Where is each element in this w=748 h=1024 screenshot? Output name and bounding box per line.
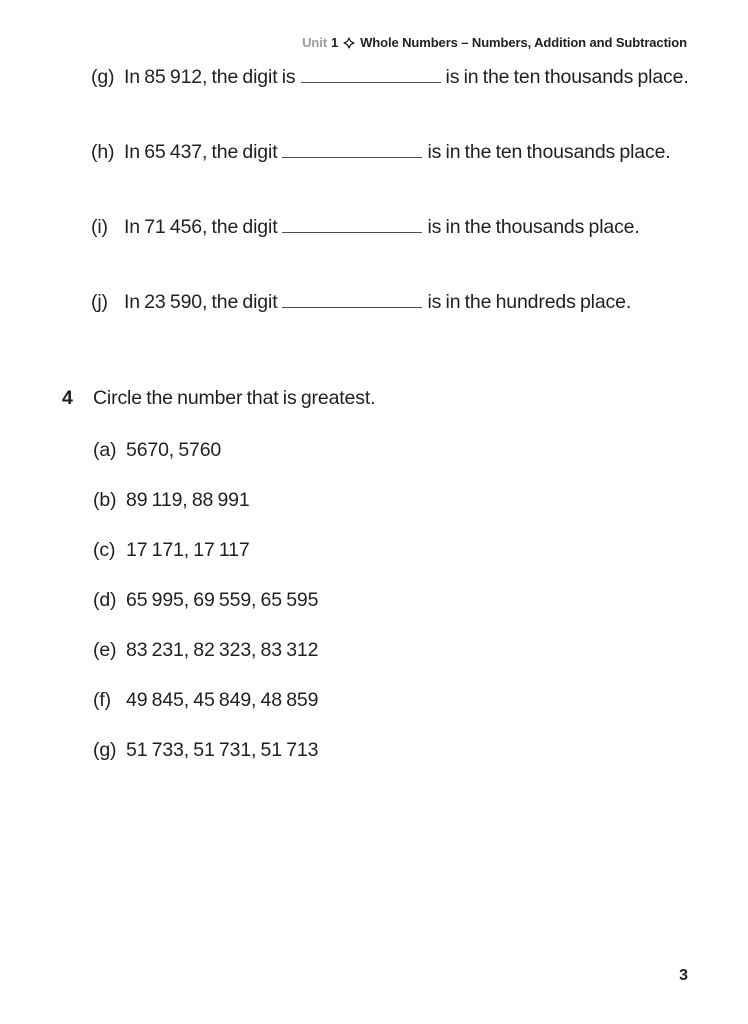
question-item-g [91,65,689,89]
option-item-b [93,488,250,512]
option-item-f [93,688,318,712]
item-label: (b) [93,489,117,511]
item-label: (j) [91,291,108,313]
item-label: (e) [93,639,117,661]
answer-blank [282,232,422,233]
item-label: (h) [91,141,115,163]
option-item-c [93,538,250,562]
item-label: (i) [91,216,108,238]
question-prompt: Circle the number that is greatest. [93,387,376,409]
text-after-blank: is in the ten thousands place. [427,141,671,163]
text-before-blank: In 85 912, the digit is [124,66,296,88]
item-label: (g) [93,739,117,761]
text-after-blank: is in the hundreds place. [427,291,632,313]
item-label: (g) [91,66,115,88]
question-item-i [91,215,640,239]
item-label: (d) [93,589,117,611]
item-label: (f) [93,689,111,711]
text-before-blank: In 23 590, the digit [124,291,278,313]
option-item-d [93,588,318,612]
unit-number: 1 [330,35,339,50]
item-numbers: 51 733, 51 731, 51 713 [126,739,319,761]
option-item-g [93,738,318,762]
option-item-e [93,638,318,662]
text-after-blank: is in the ten thousands place. [445,66,689,88]
item-numbers: 65 995, 69 559, 65 595 [126,589,319,611]
answer-blank [282,307,422,308]
page-number: 3 [679,967,688,984]
item-numbers: 17 171, 17 117 [126,539,250,561]
text-before-blank: In 65 437, the digit [124,141,278,163]
item-numbers: 49 845, 45 849, 48 859 [126,689,319,711]
four-pointed-star-icon [343,37,355,49]
item-numbers: 89 119, 88 991 [126,489,250,511]
question-item-j [91,290,631,314]
unit-label: Unit [302,35,327,50]
header-title: Whole Numbers – Numbers, Addition and Subtraction [360,35,687,50]
item-numbers: 83 231, 82 323, 83 312 [126,639,319,661]
option-item-a [93,438,221,462]
item-text [124,290,631,314]
item-text [124,140,671,164]
item-label: (c) [93,539,116,561]
item-label: (a) [93,439,117,461]
answer-blank [282,157,422,158]
text-after-blank: is in the thousands place. [427,216,640,238]
text-before-blank: In 71 456, the digit [124,216,278,238]
page-header [302,35,687,51]
question-item-h [91,140,671,164]
item-text [124,65,689,89]
item-text [124,215,640,239]
item-numbers: 5670, 5760 [126,439,222,461]
answer-blank [301,82,441,83]
question-number: 4 [62,387,73,409]
question-4-heading [62,386,375,410]
